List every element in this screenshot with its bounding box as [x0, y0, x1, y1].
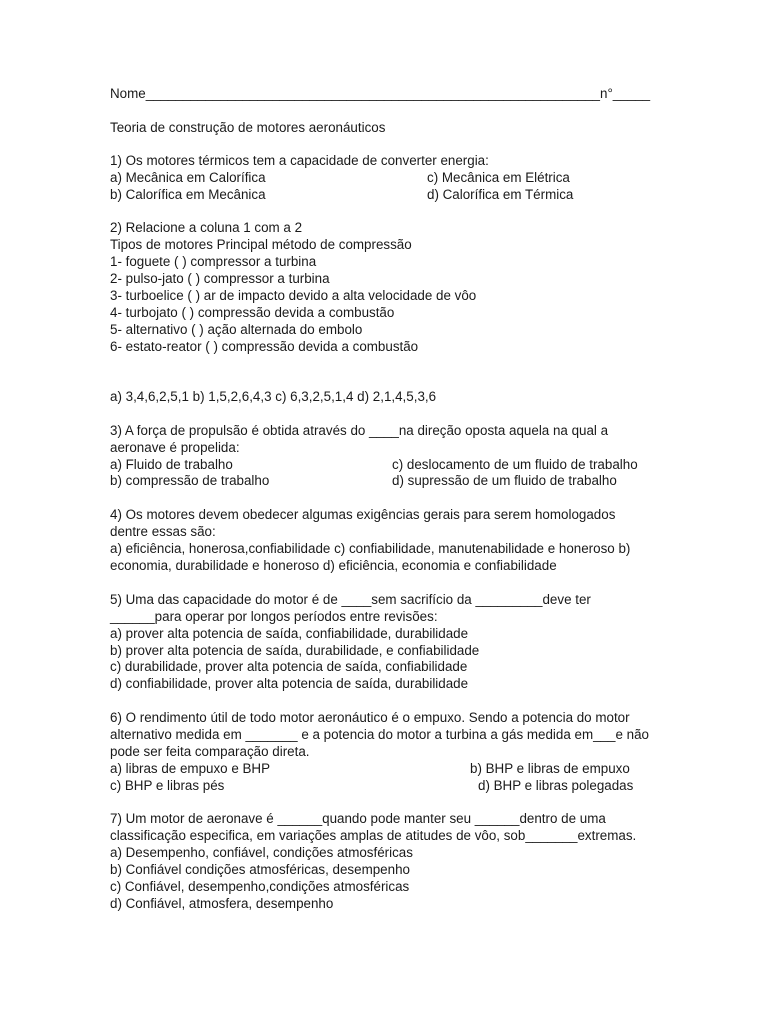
q6-option-b: b) BHP e libras de empuxo — [470, 761, 630, 776]
q2-item: 6- estato-reator ( ) compressão devida a combustão — [110, 339, 419, 354]
q4-line: a) eficiência, honerosa,confiabilidade c) confiabilidade, manutenabilidade e honeroso b) — [110, 541, 631, 556]
q5-option-c: c) durabilidade, prover alta potencia de saída, confiabilidade — [110, 659, 468, 674]
q5-option-b: b) prover alta potencia de saída, durabilidade, e confiabilidade — [110, 643, 480, 658]
q3-question-line1: 3) A força de propulsão é obtida através do ____na direção oposta aquela na qual a — [110, 423, 609, 438]
q4-line: dentre essas são: — [110, 524, 216, 539]
q2-item: 4- turbojato ( ) compressão devida a combustão — [110, 305, 395, 320]
q2-item: 2- pulso-jato ( ) compressor a turbina — [110, 271, 330, 286]
q6-line: alternativo medida em _______ e a potencia do motor a turbina a gás medida em___e não — [110, 727, 649, 742]
q7-option-c: c) Confiável, desempenho,condições atmosféricas — [110, 879, 410, 894]
q4-line: economia, durabilidade e honeroso d) eficiência, economia e confiabilidade — [110, 558, 557, 573]
q7-line: classificação especifica, em variações amplas de atitudes de vôo, sob_______extremas. — [110, 828, 637, 843]
q2-column-header: Tipos de motores Principal método de compressão — [110, 237, 412, 252]
q1-question: 1) Os motores térmicos tem a capacidade de converter energia: — [110, 153, 489, 168]
q2-item: 1- foguete ( ) compressor a turbina — [110, 254, 317, 269]
q6-option-d: d) BHP e libras polegadas — [478, 778, 634, 793]
q1-option-b: b) Calorífica em Mecânica — [110, 187, 266, 202]
q2-item: 5- alternativo ( ) ação alternada do embolo — [110, 322, 363, 337]
q7-option-b: b) Confiável condições atmosféricas, desempenho — [110, 862, 410, 877]
q6-line: 6) O rendimento útil de todo motor aeronáutico é o empuxo. Sendo a potencia do motor — [110, 710, 630, 725]
q4-line: 4) Os motores devem obedecer algumas exigências gerais para serem homologados — [110, 507, 616, 522]
name-line: Nome_____________________________________________________________n°_____ — [110, 86, 651, 101]
q2-item: 3- turboelice ( ) ar de impacto devido a alta velocidade de vôo — [110, 288, 477, 303]
q3-question-line2: aeronave é propelida: — [110, 440, 240, 455]
q6-option-c: c) BHP e libras pés — [110, 778, 225, 793]
q7-option-a: a) Desempenho, confiável, condições atmosféricas — [110, 845, 413, 860]
document-title: Teoria de construção de motores aeronáuticos — [110, 120, 386, 135]
q5-line: 5) Uma das capacidade do motor é de ____sem sacrifício da _________deve ter — [110, 592, 591, 607]
q6-option-a: a) libras de empuxo e BHP — [110, 761, 271, 776]
q3-option-d: d) supressão de um fluido de trabalho — [392, 473, 617, 488]
q7-line: 7) Um motor de aeronave é ______quando pode manter seu ______dentro de uma — [110, 811, 606, 826]
q6-line: pode ser feita comparação direta. — [110, 744, 310, 759]
q7-option-d: d) Confiável, atmosfera, desempenho — [110, 896, 334, 911]
q1-option-a: a) Mecânica em Calorífica — [110, 170, 266, 185]
q2-question: 2) Relacione a coluna 1 com a 2 — [110, 220, 303, 235]
q5-line: ______para operar por longos períodos entre revisões: — [110, 609, 438, 624]
q1-option-d: d) Calorífica em Térmica — [427, 187, 574, 202]
q3-option-c: c) deslocamento de um fluido de trabalho — [392, 457, 638, 472]
q3-option-a: a) Fluido de trabalho — [110, 457, 233, 472]
q2-options: a) 3,4,6,2,5,1 b) 1,5,2,6,4,3 c) 6,3,2,5,1,4 d) 2,1,4,5,3,6 — [110, 389, 437, 404]
q1-option-c: c) Mecânica em Elétrica — [427, 170, 570, 185]
q3-option-b: b) compressão de trabalho — [110, 473, 270, 488]
q5-option-a: a) prover alta potencia de saída, confiabilidade, durabilidade — [110, 626, 469, 641]
q5-option-d: d) confiabilidade, prover alta potencia de saída, durabilidade — [110, 676, 469, 691]
